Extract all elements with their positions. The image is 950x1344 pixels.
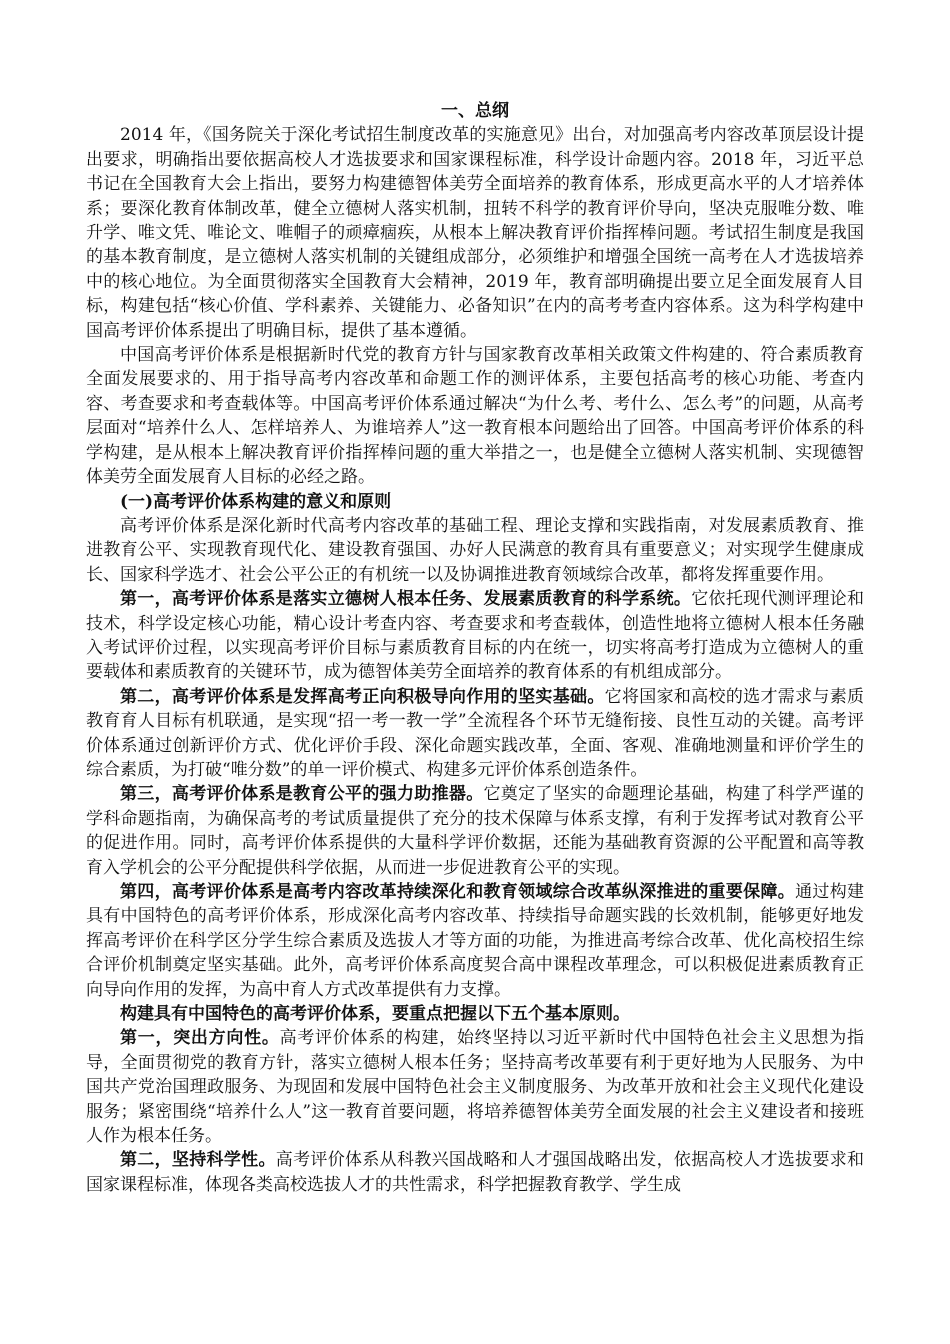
- paragraph-lead: 构建具有中国特色的高考评价体系，要重点把握以下五个基本原则。: [120, 1004, 630, 1025]
- paragraph-text: 它依托现代测评理论和技术，科学设定核心功能，精心设计考查内容、考查要求和考查载体，创造性地将立德树人根本任务融入考试评价过程，以实现高考评价目标与素质教育目标的内在统一，切实将高考打造成为立德树人的重要载体和素质教育的关键环节，成为德智体美劳全面培养的教育体系的有机组成部分。: [86, 589, 865, 683]
- paragraph-8: [86, 1002, 864, 1026]
- paragraph-3: [86, 514, 864, 587]
- paragraph-text: 通过构建具有中国特色的高考评价体系，形成深化高考内容改革、持续指导命题实践的长效机制，能够更好地发挥高考评价在科学区分学生综合素质及选拔人才等方面的功能，为推进高考综合改革、优化高校招生综合评价机制奠定坚实基础。此外，高考评价体系高度契合高中课程改革理念，可以积极促进素质教育正向导向作用的发挥，为高中育人方式改革提供有力支撑。: [86, 882, 865, 1000]
- paragraph-text: 高考评价体系从科教兴国战略和人才强国战略出发，依据高校人才选拔要求和国家课程标准，体现各类高校选拔人才的共性需求，科学把握教育教学、学生成: [86, 1150, 865, 1195]
- paragraph-lead: 第二，高考评价体系是发挥高考正向积极导向作用的坚实基础。: [120, 686, 605, 707]
- paragraph-4: [86, 587, 864, 685]
- paragraph-lead: 第二，坚持科学性。: [120, 1150, 276, 1171]
- paragraph-text: 它奠定了坚实的命题理论基础，构建了科学严谨的学科命题指南，为确保高考的考试质量提供了充分的技术保障与体系支撑，有利于发挥考试对教育公平的促进作用。同时，高考评价体系提供的大量科学评价数据，还能为基础教育资源的公平配置和高等教育入学机会的公平分配提供科学依据，从而进一步促进教育公平的实现。: [86, 784, 864, 878]
- paragraph-text: 中国高考评价体系是根据新时代党的教育方针与国家教育改革相关政策文件构建的、符合素质教育全面发展要求的、用于指导高考内容改革和命题工作的测评体系，主要包括高考的核心功能、考查内容、考查要求和考查载体等。中国高考评价体系通过解决“为什么考、考什么、怎么考”的问题，从高考层面对“培养什么人、怎样培养人、为谁培养人”这一教育根本问题给出了回答。中国高考评价体系的科学构建，是从根本上解决教育评价指挥棒问题的重大举措之一，也是健全立德树人落实机制、实现德智体美劳全面发展育人目标的必经之路。: [86, 345, 864, 488]
- paragraph-lead: 第一，突出方向性。: [120, 1028, 280, 1049]
- paragraph-2: [86, 343, 864, 489]
- document-page: [86, 99, 864, 1197]
- paragraph-9: [86, 1026, 864, 1148]
- paragraph-text: 高考评价体系是深化新时代高考内容改革的基础工程、理论支撑和实践指南，对发展素质教育、推进教育公平、实现教育现代化、建设教育强国、办好人民满意的教育具有重要意义；对实现学生健康成长、国家科学选才、社会公平公正的有机统一以及协调推进教育领域综合改革，都将发挥重要作用。: [86, 515, 864, 585]
- paragraph-lead: 第四，高考评价体系是高考内容改革持续深化和教育领域综合改革纵深推进的重要保障。: [120, 882, 796, 902]
- paragraph-7: [86, 880, 864, 1002]
- paragraph-1: [86, 123, 864, 343]
- document-title: 一、总纲: [441, 101, 509, 121]
- paragraph-text: 它将国家和高校的选才需求与素质教育育人目标有机联通，是实现“招一考一教一学”全流程各个环节无缝衔接、良性互动的关键。高考评价体系通过创新评价方式、优化评价手段、深化命题实践改革，全面、客观、准确地测量和评价学生的综合素质，为打破“唯分数”的单一评价模式、构建多元评价体系创造条件。: [86, 686, 865, 780]
- paragraph-6: [86, 782, 864, 880]
- paragraph-text: 高考评价体系的构建，始终坚持以习近平新时代中国特色社会主义思想为指导，全面贯彻党的教育方针，落实立德树人根本任务；坚持高考改革要有利于更好地为人民服务、为中国共产党治国理政服务、为现固和发展中国特色社会主义制度服务、为改革开放和社会主义现代化建设服务；紧密围绕“培养什么人”这一教育首要问题，将培养德智体美劳全面发展的社会主义建设者和接班人作为根本任务。: [86, 1028, 865, 1147]
- paragraph-lead: (一)高考评价体系构建的意义和原则: [120, 491, 392, 512]
- paragraph-5: [86, 685, 864, 783]
- paragraph-lead: 第一，高考评价体系是落实立德树人根本任务、发展素质教育的科学系统。: [120, 589, 692, 610]
- paragraph-10: [86, 1148, 864, 1197]
- paragraph-lead: 第三，高考评价体系是教育公平的强力助推器。: [120, 784, 484, 805]
- section-heading: [86, 490, 864, 514]
- paragraph-text: 2014 年，《国务院关于深化考试招生制度改革的实施意见》出台，对加强高考内容改革顶层设计提出要求，明确指出要依据高校人才选拔要求和国家课程标准，科学设计命题内容。2018 年，习近平总书记在全国教育大会上指出，要努力构建德智体美劳全面培养的教育体系，形成更高水平的人才培养体系；要深化教育体制改革，健全立德树人落实机制，扭转不科学的教育评价导向，坚决克服唯分数、唯升学、唯文凭、唯论文、唯帽子的顽瘴痼疾，从根本上解决教育评价指挥棒问题。考试招生制度是我国的基本教育制度，是立德树人落实机制的关键组成部分，必须维护和增强全国统一高考在人才选拔培养中的核心地位。为全面贯彻落实全国教育大会精神，2019 年，教育部明确提出要立足全面发展育人目标，构建包括“核心价值、学科素养、关键能力、必备知识”在内的高考考查内容体系。这为科学构建中国高考评价体系提出了明确目标，提供了基本遵循。: [86, 125, 864, 341]
